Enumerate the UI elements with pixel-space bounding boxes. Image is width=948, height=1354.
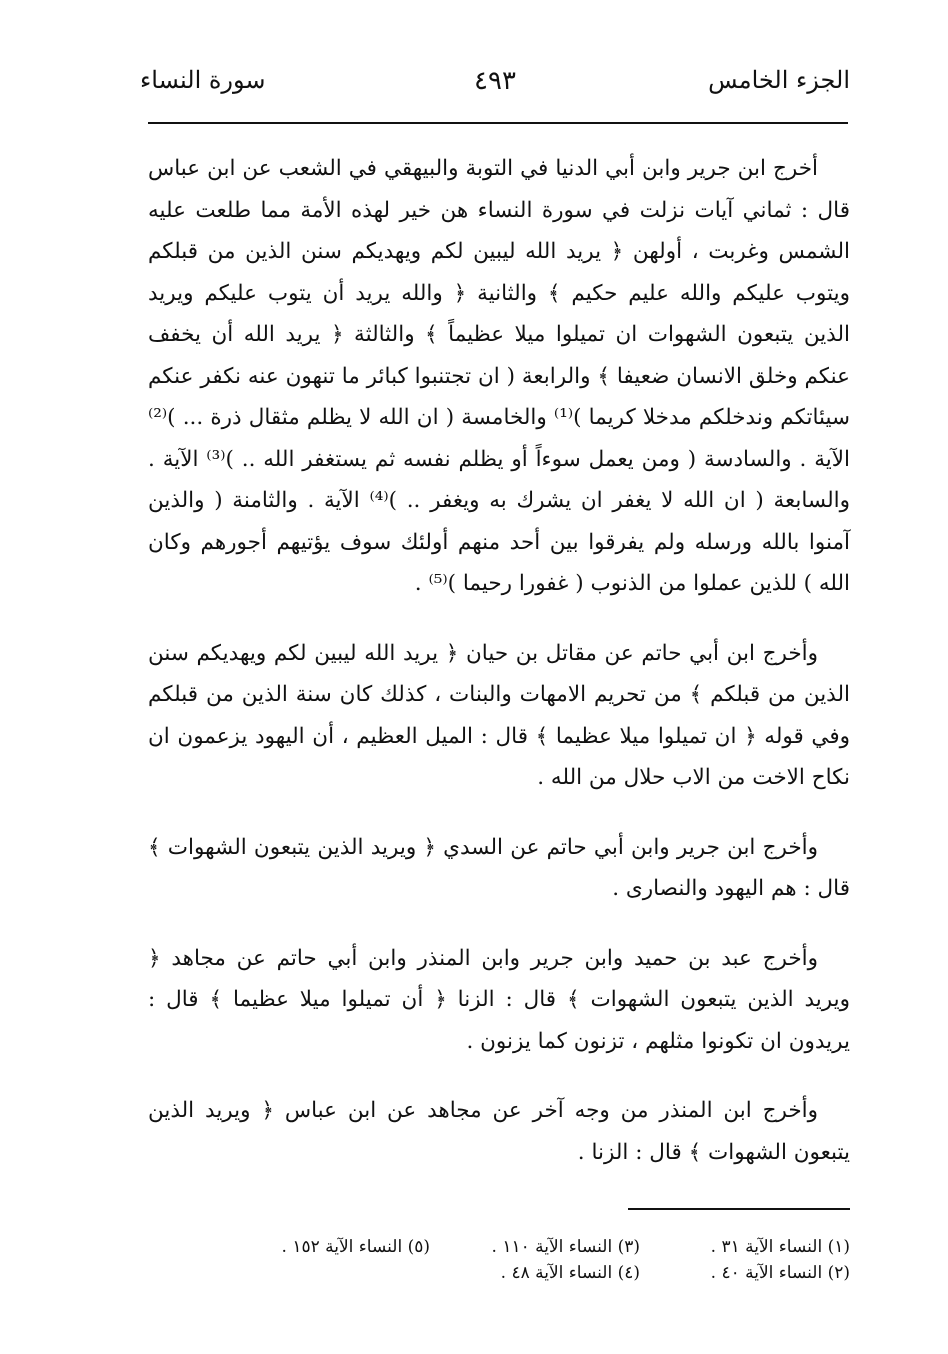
paragraph: وأخرج ابن المنذر من وجه آخر عن مجاهد عن ابن عباس ﴿ ويريد الذين يتبعون الشهوات ﴾ قال : الزنا . xyxy=(148,1098,850,1165)
paragraph: وأخرج ابن جرير وابن أبي حاتم عن السدي ﴿ ويريد الذين يتبعون الشهوات ﴾ قال : هم اليهود والنصارى . xyxy=(148,834,850,901)
paragraph: وأخرج ابن أبي حاتم عن مقاتل بن حيان ﴿ يريد الله ليبين لكم ويهديكم سنن الذين من قبلكم ﴾ من تحريم الامهات والبنات ، كذلك كان سنة الذين من قبلكم وفي قوله ﴿ ان تميلوا ميلا عظيما ﴾ قال : الميل العظيم ، أن اليهود يزعمون ان نكاح الاخت من الاب حلال من الله . xyxy=(148,640,850,790)
footnote-item: (٥) النساء الآية ١٥٢ . xyxy=(281,1237,430,1257)
footnote-item: (٤) النساء الآية ٤٨ . xyxy=(500,1263,640,1283)
footnote-column xyxy=(640,1234,850,1286)
header-divider xyxy=(148,122,848,124)
footnote-column xyxy=(430,1234,640,1286)
page-header xyxy=(140,66,850,106)
footnote-column xyxy=(220,1234,430,1260)
page-number: ٤٩٣ xyxy=(474,66,516,96)
footnote-item: (٢) النساء الآية ٤٠ . xyxy=(710,1263,850,1283)
page-body xyxy=(148,148,850,1173)
surah-title: سورة النساء xyxy=(140,66,266,94)
paragraph: وأخرج عبد بن حميد وابن جرير وابن المنذر وابن أبي حاتم عن مجاهد ﴿ ويريد الذين يتبعون الشهوات ﴾ قال : الزنا ﴿ أن تميلوا ميلا عظيما ﴾ قال : يريدون ان تكونوا مثلهم ، تزنون كما يزنون . xyxy=(148,945,850,1054)
footnote-item: (٣) النساء الآية ١١٠ . xyxy=(491,1237,640,1257)
paragraph: أخرج ابن جرير وابن أبي الدنيا في التوبة والبيهقي في الشعب عن ابن عباس قال : ثماني آيات نزلت في سورة النساء هن خير لهذه الأمة مما طلعت عليه الشمس وغربت ، أولهن ﴿ يريد الله ليبين لكم ويهديكم سنن الذين من قبلكم ويتوب عليكم والله عليم حكيم ﴾ والثانية ﴿ والله يريد أن يتوب عليكم ويريد الذين يتبعون الشهوات ان تميلوا ميلا عظيماً ﴾ والثالثة ﴿ يريد الله أن يخفف عنكم وخلق الانسان ضعيفا ﴾ والرابعة ( ان تجتنبوا كبائر ما تنهون عنه نكفر عنكم سيئاتكم وندخلكم مدخلا كريما )⁽¹⁾ والخامسة ( ان الله لا يظلم مثقال ذرة ... )⁽²⁾ الآية . والسادسة ( ومن يعمل سوءاً أو يظلم نفسه ثم يستغفر الله .. )⁽³⁾ الآية . والسابعة ( ان الله لا يغفر ان يشرك به ويغفر .. )⁽⁴⁾ الآية . والثامنة ( والذين آمنوا بالله ورسله ولم يفرقوا بين أحد منهم أولئك سوف يؤتيهم أجورهم وكان الله ) للذين عملوا من الذنوب ( غفورا رحيما )⁽⁵⁾ . xyxy=(148,156,850,596)
footnote-item: (١) النساء الآية ٣١ . xyxy=(710,1237,850,1257)
part-title: الجزء الخامس xyxy=(708,66,850,94)
footnote-divider xyxy=(628,1208,850,1210)
